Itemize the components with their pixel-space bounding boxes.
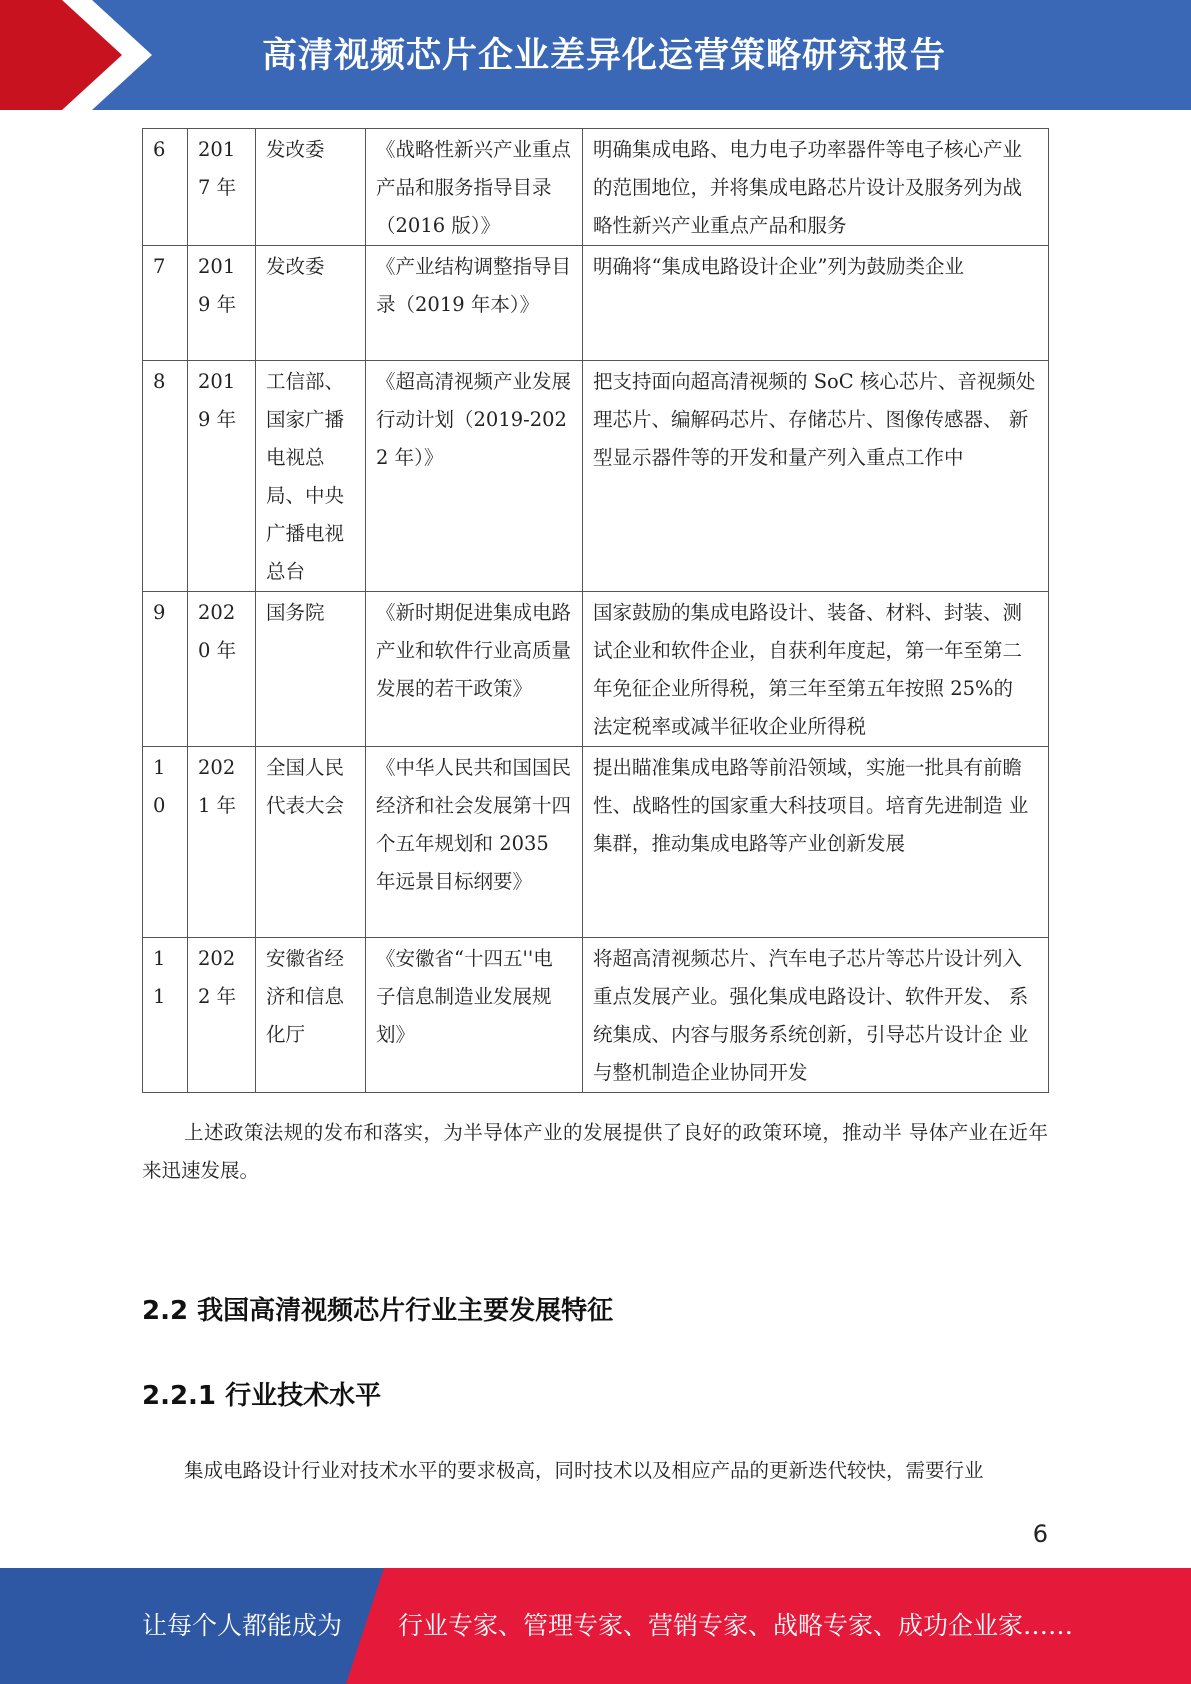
cell-no: 8 bbox=[143, 361, 188, 592]
cell-no: 6 bbox=[143, 129, 188, 246]
cell-document: 《安徽省“十四五''电子信息制造业发展规划》 bbox=[366, 938, 583, 1093]
cell-year: 2017 年 bbox=[188, 129, 256, 246]
table-row bbox=[143, 129, 1049, 246]
cell-year: 2022 年 bbox=[188, 938, 256, 1093]
cell-content: 将超高清视频芯片、汽车电子芯片等芯片设计列入重点发展产业。强化集成电路设计、软件开发、 系统集成、内容与服务系统创新，引导芯片设计企 业与整机制造企业协同开发 bbox=[583, 938, 1049, 1093]
section-heading-2-2-1: 2.2.1 行业技术水平 bbox=[142, 1381, 382, 1411]
cell-year: 2019 年 bbox=[188, 361, 256, 592]
page-header bbox=[0, 0, 1191, 110]
cell-document: 《产业结构调整指导目录（2019 年本）》 bbox=[366, 246, 583, 361]
report-title: 高清视频芯片企业差异化运营策略研究报告 bbox=[262, 36, 947, 76]
cell-year: 2019 年 bbox=[188, 246, 256, 361]
cell-document: 《战略性新兴产业重点产品和服务指导目录（2016 版）》 bbox=[366, 129, 583, 246]
section-heading-2-2: 2.2 我国高清视频芯片行业主要发展特征 bbox=[142, 1296, 614, 1326]
cell-issuer: 国务院 bbox=[256, 592, 366, 747]
table-row bbox=[143, 246, 1049, 361]
cell-issuer: 安徽省经济和信息化厅 bbox=[256, 938, 366, 1093]
cell-issuer: 全国人民代表大会 bbox=[256, 747, 366, 938]
cell-no: 7 bbox=[143, 246, 188, 361]
cell-no: 10 bbox=[143, 747, 188, 938]
table-row bbox=[143, 361, 1049, 592]
table-row bbox=[143, 592, 1049, 747]
cell-content: 明确将“集成电路设计企业”列为鼓励类企业 bbox=[583, 246, 1049, 361]
cell-document: 《新时期促进集成电路产业和软件行业高质量发展的若干政策》 bbox=[366, 592, 583, 747]
cell-issuer: 发改委 bbox=[256, 129, 366, 246]
cell-year: 2020 年 bbox=[188, 592, 256, 747]
cell-document: 《中华人民共和国国民经济和社会发展第十四个五年规划和 2035 年远景目标纲要》 bbox=[366, 747, 583, 938]
cell-content: 明确集成电路、电力电子功率器件等电子核心产业的范围地位，并将集成电路芯片设计及服务列为战略性新兴产业重点产品和服务 bbox=[583, 129, 1049, 246]
cell-issuer: 发改委 bbox=[256, 246, 366, 361]
table-row bbox=[143, 938, 1049, 1093]
footer-slogan-right: 行业专家、管理专家、营销专家、战略专家、成功企业家…… bbox=[398, 1611, 1074, 1640]
page-footer bbox=[0, 1568, 1191, 1684]
tech-level-paragraph: 集成电路设计行业对技术水平的要求极高，同时技术以及相应产品的更新迭代较快，需要行业 bbox=[184, 1459, 984, 1482]
summary-paragraph: 上述政策法规的发布和落实，为半导体产业的发展提供了良好的政策环境，推动半 导体产业在近年来迅速发展。 bbox=[142, 1121, 1048, 1182]
cell-content: 国家鼓励的集成电路设计、装备、材料、封装、测 试企业和软件企业，自获利年度起，第一年至第二 年免征企业所得税，第三年至第五年按照 25%的 法定税率或减半征收企业所得税 bbox=[583, 592, 1049, 747]
cell-content: 把支持面向超高清视频的 SoC 核心芯片、音视频处理芯片、编解码芯片、存储芯片、图像传感器、 新型显示器件等的开发和量产列入重点工作中 bbox=[583, 361, 1049, 592]
table-row bbox=[143, 747, 1049, 938]
policy-table bbox=[142, 128, 1049, 1093]
page-number: 6 bbox=[1032, 1520, 1048, 1548]
cell-no: 9 bbox=[143, 592, 188, 747]
cell-issuer: 工信部、国家广播电视总局、中央广播电视总台 bbox=[256, 361, 366, 592]
cell-document: 《超高清视频产业发展行动计划（2019-2022 年）》 bbox=[366, 361, 583, 592]
cell-year: 2021 年 bbox=[188, 747, 256, 938]
footer-slogan-left: 让每个人都能成为 bbox=[142, 1611, 343, 1640]
cell-content: 提出瞄准集成电路等前沿领域，实施一批具有前瞻性、战略性的国家重大科技项目。培育先进制造 业集群，推动集成电路等产业创新发展 bbox=[583, 747, 1049, 938]
cell-no: 11 bbox=[143, 938, 188, 1093]
